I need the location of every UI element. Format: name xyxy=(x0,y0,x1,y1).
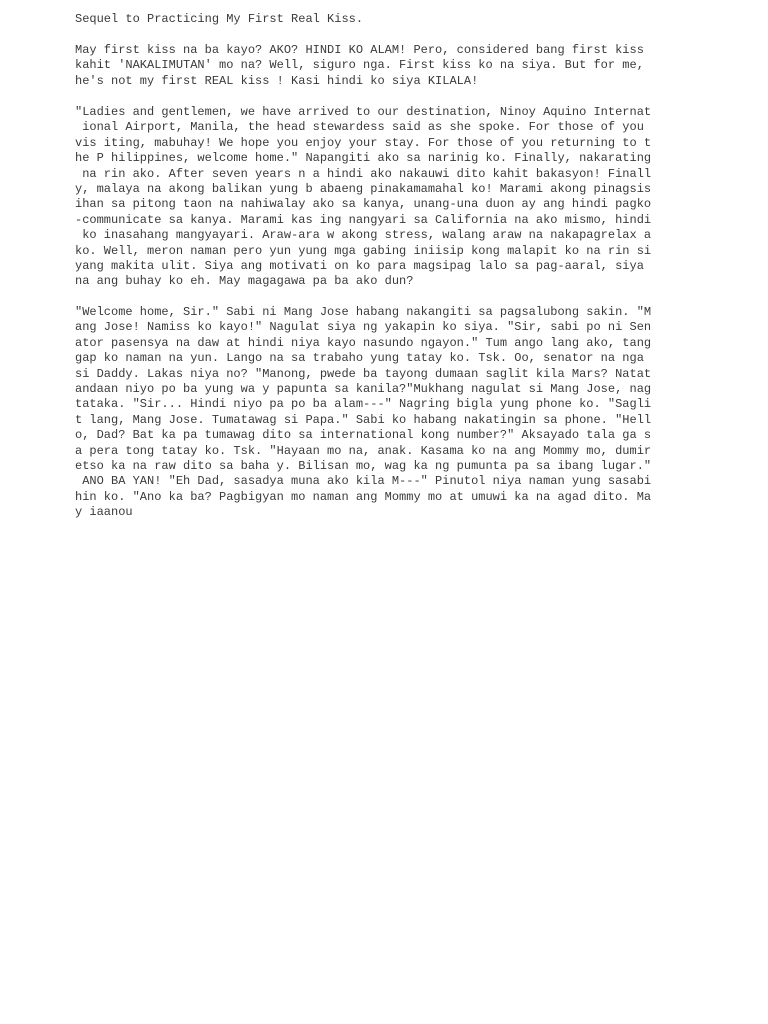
paragraph-3: "Welcome home, Sir." Sabi ni Mang Jose habang nakangiti sa pagsalubong sakin. "M ang Jose! Namiss ko kayo!" Nagulat siya ng yakapin ko siya. "Sir, sabi po ni Sen ator pasensya na daw at hindi niya kayo nasundo ngayon." Tum ango lang ako, tang gap ko naman na yun. Lango na sa trabaho yung tatay ko. Tsk. Oo, senator na nga si Daddy. Lakas niya no? "Manong, pwede ba tayong dumaan saglit kila Mars? Natat andaan niyo po ba yung wa y papunta sa kanila?"Mukhang nagulat si Mang Jose, nag tataka. "Sir... Hindi niyo pa po ba alam---" Nagring bigla yung phone ko. "Sagli t lang, Mang Jose. Tumatawag si Papa." Sabi ko habang nakatingin sa phone. "Hell o, Dad? Bat ka pa tumawag dito sa international kong number?" Aksayado tala ga s a pera tong tatay ko. Tsk. "Hayaan mo na, anak. Kasama ko na ang Mommy mo, dumir etso ka na raw dito sa baha y. Bilisan mo, wag ka ng pumunta pa sa ibang lugar." ANO BA YAN! "Eh Dad, sasadya muna ako kila M---" Pinutol niya naman yung sasabi hin ko. "Ano ka ba? Pagbigyan mo naman ang Mommy mo at umuwi ka na agad dito. Ma y iaanou xyxy=(75,305,652,520)
paragraph-2: "Ladies and gentlemen, we have arrived to our destination, Ninoy Aquino Internat ional Airport, Manila, the head stewardess said as she spoke. For those of you vis iting, mabuhay! We hope you enjoy your stay. For those of you returning to t he P hilippines, welcome home." Napangiti ako sa narinig ko. Finally, nakarating na rin ako. After seven years n a hindi ako nakauwi dito kahit bakasyon! Finall y, malaya na akong balikan yung b abaeng pinakamamahal ko! Marami akong pinagsis ihan sa pitong taon na nahiwalay ako sa kanya, unang-una duon ay ang hindi pagko -communicate sa kanya. Marami kas ing nangyari sa California na ako mismo, hindi ko inasahang mangyayari. Araw-ara w akong stress, walang araw na nakapagrelax a ko. Well, meron naman pero yun yung mga gabing iniisip kong malapit ko na rin si yang makita ulit. Siya ang motivati on ko para magsipag lalo sa pag-aaral, siya na ang buhay ko eh. May magagawa pa ba ako dun? xyxy=(75,105,652,289)
paragraph-1: May first kiss na ba kayo? AKO? HINDI KO ALAM! Pero, considered bang first kiss kahit 'NAKALIMUTAN' mo na? Well, siguro nga. First kiss ko na siya. But for me, he's not my first REAL kiss ! Kasi hindi ko siya KILALA! xyxy=(75,43,644,88)
document-title: Sequel to Practicing My First Real Kiss. xyxy=(75,12,364,26)
